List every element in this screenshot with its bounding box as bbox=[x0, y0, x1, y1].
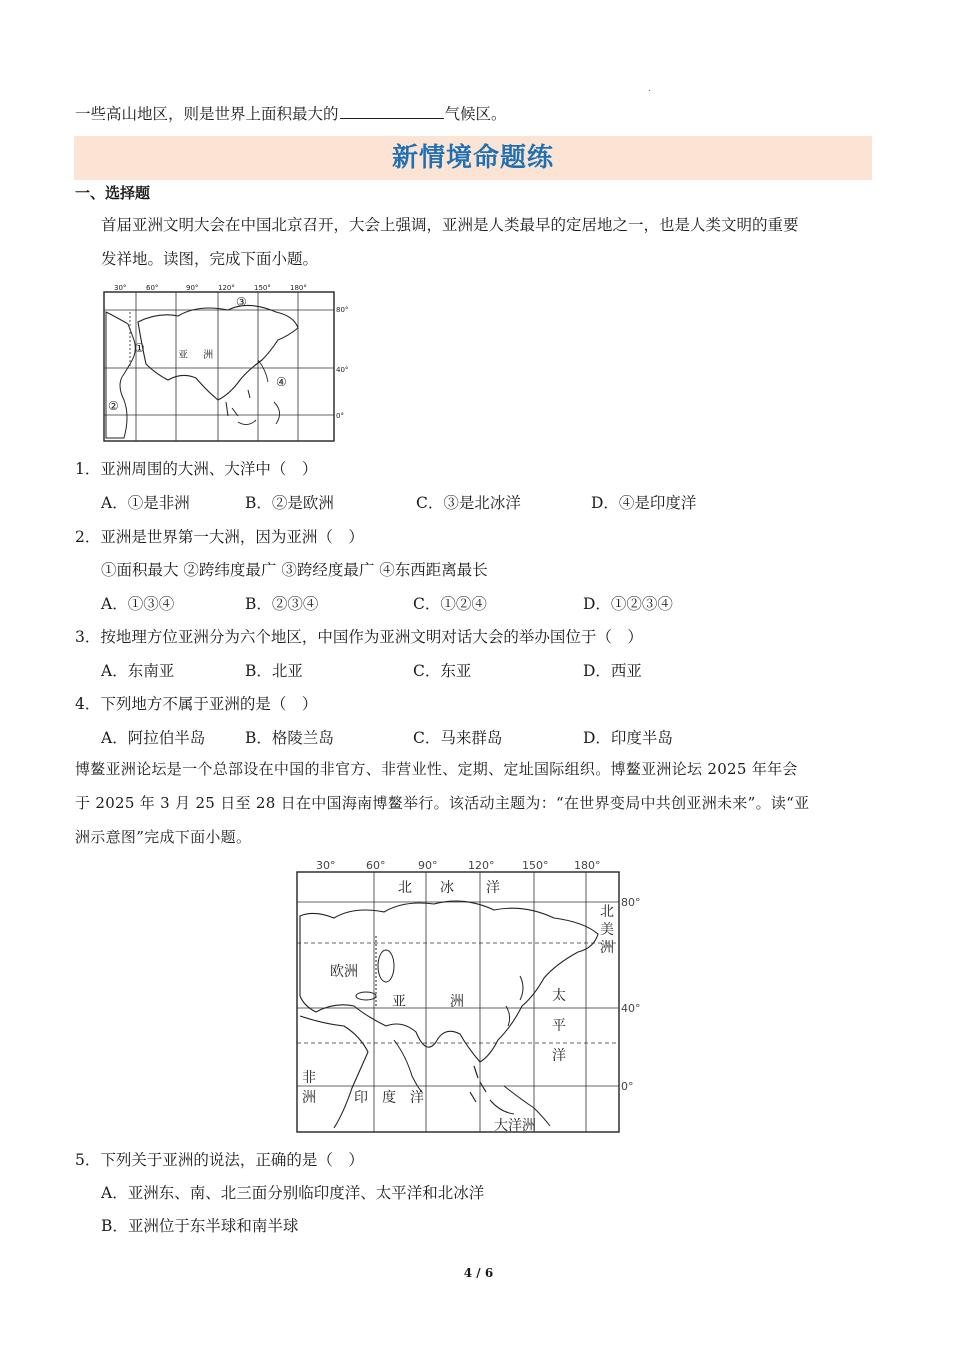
map2-indian-ocean-char-2: 度 bbox=[382, 1090, 396, 1106]
banner-title: 新情境命题练 bbox=[391, 143, 554, 173]
fragment-text-after: 气候区。 bbox=[444, 105, 507, 123]
q3-stem: 3．按地理方位亚洲分为六个地区，中国作为亚洲文明对话大会的举办国位于（ ） bbox=[75, 628, 643, 646]
q4-option-a[interactable]: A．阿拉伯半岛 bbox=[101, 729, 206, 747]
q5-stem: 5．下列关于亚洲的说法，正确的是（ ） bbox=[75, 1151, 364, 1169]
map2-lat-40: 40° bbox=[621, 1002, 641, 1015]
q2-option-d[interactable]: D．①②③④ bbox=[583, 595, 673, 613]
q3-option-b[interactable]: B．北亚 bbox=[245, 662, 303, 680]
map2-lon-30: 30° bbox=[316, 859, 336, 872]
map1-lon-150: 150° bbox=[254, 284, 271, 292]
map1-marker-3: ③ bbox=[236, 295, 247, 309]
asia-map-2 bbox=[294, 856, 644, 1136]
map1-region-label: 亚 洲 bbox=[178, 350, 220, 361]
map1-lon-60: 60° bbox=[146, 284, 159, 292]
q3-option-c[interactable]: C．东亚 bbox=[413, 662, 472, 680]
q4-option-d[interactable]: D．印度半岛 bbox=[583, 729, 673, 747]
q5-option-a[interactable]: A．亚洲东、南、北三面分别临印度洋、太平洋和北冰洋 bbox=[101, 1184, 485, 1202]
map2-europe-label: 欧洲 bbox=[330, 964, 358, 980]
map1-lon-120: 120° bbox=[218, 284, 235, 292]
map2-arctic-ocean-char-2: 冰 bbox=[440, 880, 454, 896]
q5-option-b[interactable]: B．亚洲位于东半球和南半球 bbox=[101, 1217, 299, 1235]
q2-stem: 2．亚洲是世界第一大洲，因为亚洲（ ） bbox=[75, 528, 364, 546]
q4-option-b[interactable]: B．格陵兰岛 bbox=[245, 729, 334, 747]
intro1-line2: 发祥地。读图，完成下面小题。 bbox=[101, 250, 319, 268]
previous-question-fragment bbox=[75, 103, 507, 124]
q4-stem: 4．下列地方不属于亚洲的是（ ） bbox=[75, 695, 318, 713]
map2-indian-ocean-char-1: 印 bbox=[354, 1090, 368, 1106]
intro2-line2: 于 2025 年 3 月 25 日至 28 日在中国海南博鳌举行。该活动主题为：“在世界变局中共创亚洲未来”。读“亚 bbox=[75, 794, 810, 812]
map1-lat-80: 80° bbox=[336, 306, 349, 314]
q2-sub-statements: ①面积最大 ②跨纬度最广 ③跨经度最广 ④东西距离最长 bbox=[101, 561, 488, 579]
intro1-line1: 首届亚洲文明大会在中国北京召开，大会上强调，亚洲是人类最早的定居地之一，也是人类文明的重要 bbox=[101, 216, 799, 234]
map2-lat-0: 0° bbox=[621, 1080, 634, 1093]
map2-asia-char-1: 亚 bbox=[392, 994, 406, 1010]
page-number: 4 / 6 bbox=[463, 1266, 494, 1280]
map1-marker-1: ① bbox=[134, 341, 145, 355]
map1-lat-40: 40° bbox=[336, 366, 349, 374]
map2-north-america-char-1: 北 bbox=[600, 904, 614, 920]
q2-option-a[interactable]: A．①③④ bbox=[101, 595, 175, 613]
intro2-line1: 博鳌亚洲论坛是一个总部设在中国的非官方、非营业性、定期、定址国际组织。博鳌亚洲论坛 2025 年年会 bbox=[75, 760, 798, 778]
answer-blank bbox=[340, 103, 444, 119]
map2-lon-120: 120° bbox=[468, 859, 495, 872]
map2-north-america-char-3: 洲 bbox=[600, 940, 614, 956]
map2-asia-char-2: 洲 bbox=[450, 994, 464, 1010]
map2-lon-180: 180° bbox=[574, 859, 601, 872]
map2-lon-60: 60° bbox=[366, 859, 386, 872]
section-heading: 一、选择题 bbox=[75, 184, 151, 202]
q1-stem: 1．亚洲周围的大洲、大洋中（ ） bbox=[75, 460, 318, 478]
map2-pacific-char-3: 洋 bbox=[552, 1048, 566, 1064]
intro2-line3: 洲示意图”完成下面小题。 bbox=[75, 828, 252, 846]
map1-marker-4: ④ bbox=[276, 375, 287, 389]
q1-option-d[interactable]: D．④是印度洋 bbox=[591, 494, 697, 512]
q3-option-d[interactable]: D．西亚 bbox=[583, 662, 642, 680]
map2-oceania-label: 大洋洲 bbox=[494, 1118, 536, 1134]
map2-arctic-ocean-char-3: 洋 bbox=[486, 880, 500, 896]
map2-north-america-char-2: 美 bbox=[600, 922, 614, 938]
map2-lat-80: 80° bbox=[621, 896, 641, 909]
map2-pacific-char-1: 太 bbox=[552, 988, 566, 1004]
q4-option-c[interactable]: C．马来群岛 bbox=[413, 729, 503, 747]
map2-lon-150: 150° bbox=[522, 859, 549, 872]
map2-africa-char-2: 洲 bbox=[302, 1090, 316, 1106]
map2-lon-90: 90° bbox=[418, 859, 438, 872]
map1-lon-90: 90° bbox=[186, 284, 199, 292]
map1-lat-0: 0° bbox=[336, 412, 344, 420]
map2-pacific-char-2: 平 bbox=[552, 1018, 566, 1034]
q1-option-b[interactable]: B．②是欧洲 bbox=[245, 494, 334, 512]
q2-option-b[interactable]: B．②③④ bbox=[245, 595, 319, 613]
map1-marker-2: ② bbox=[108, 399, 119, 413]
asia-map-1 bbox=[98, 282, 360, 444]
map2-indian-ocean-char-3: 洋 bbox=[410, 1090, 424, 1106]
intro-paragraph-1 bbox=[101, 208, 799, 242]
q1-option-c[interactable]: C．③是北冰洋 bbox=[416, 494, 521, 512]
fragment-text-before: 一些高山地区，则是世界上面积最大的 bbox=[75, 105, 339, 123]
map1-lon-180: 180° bbox=[290, 284, 307, 292]
map2-africa-char-1: 非 bbox=[302, 1070, 316, 1086]
q1-option-a[interactable]: A．①是非洲 bbox=[101, 494, 190, 512]
q2-option-c[interactable]: C．①②④ bbox=[413, 595, 487, 613]
map2-arctic-ocean-char-1: 北 bbox=[398, 880, 412, 896]
stray-dot: . bbox=[648, 84, 651, 94]
q3-option-a[interactable]: A．东南亚 bbox=[101, 662, 175, 680]
map1-lon-30: 30° bbox=[114, 284, 127, 292]
